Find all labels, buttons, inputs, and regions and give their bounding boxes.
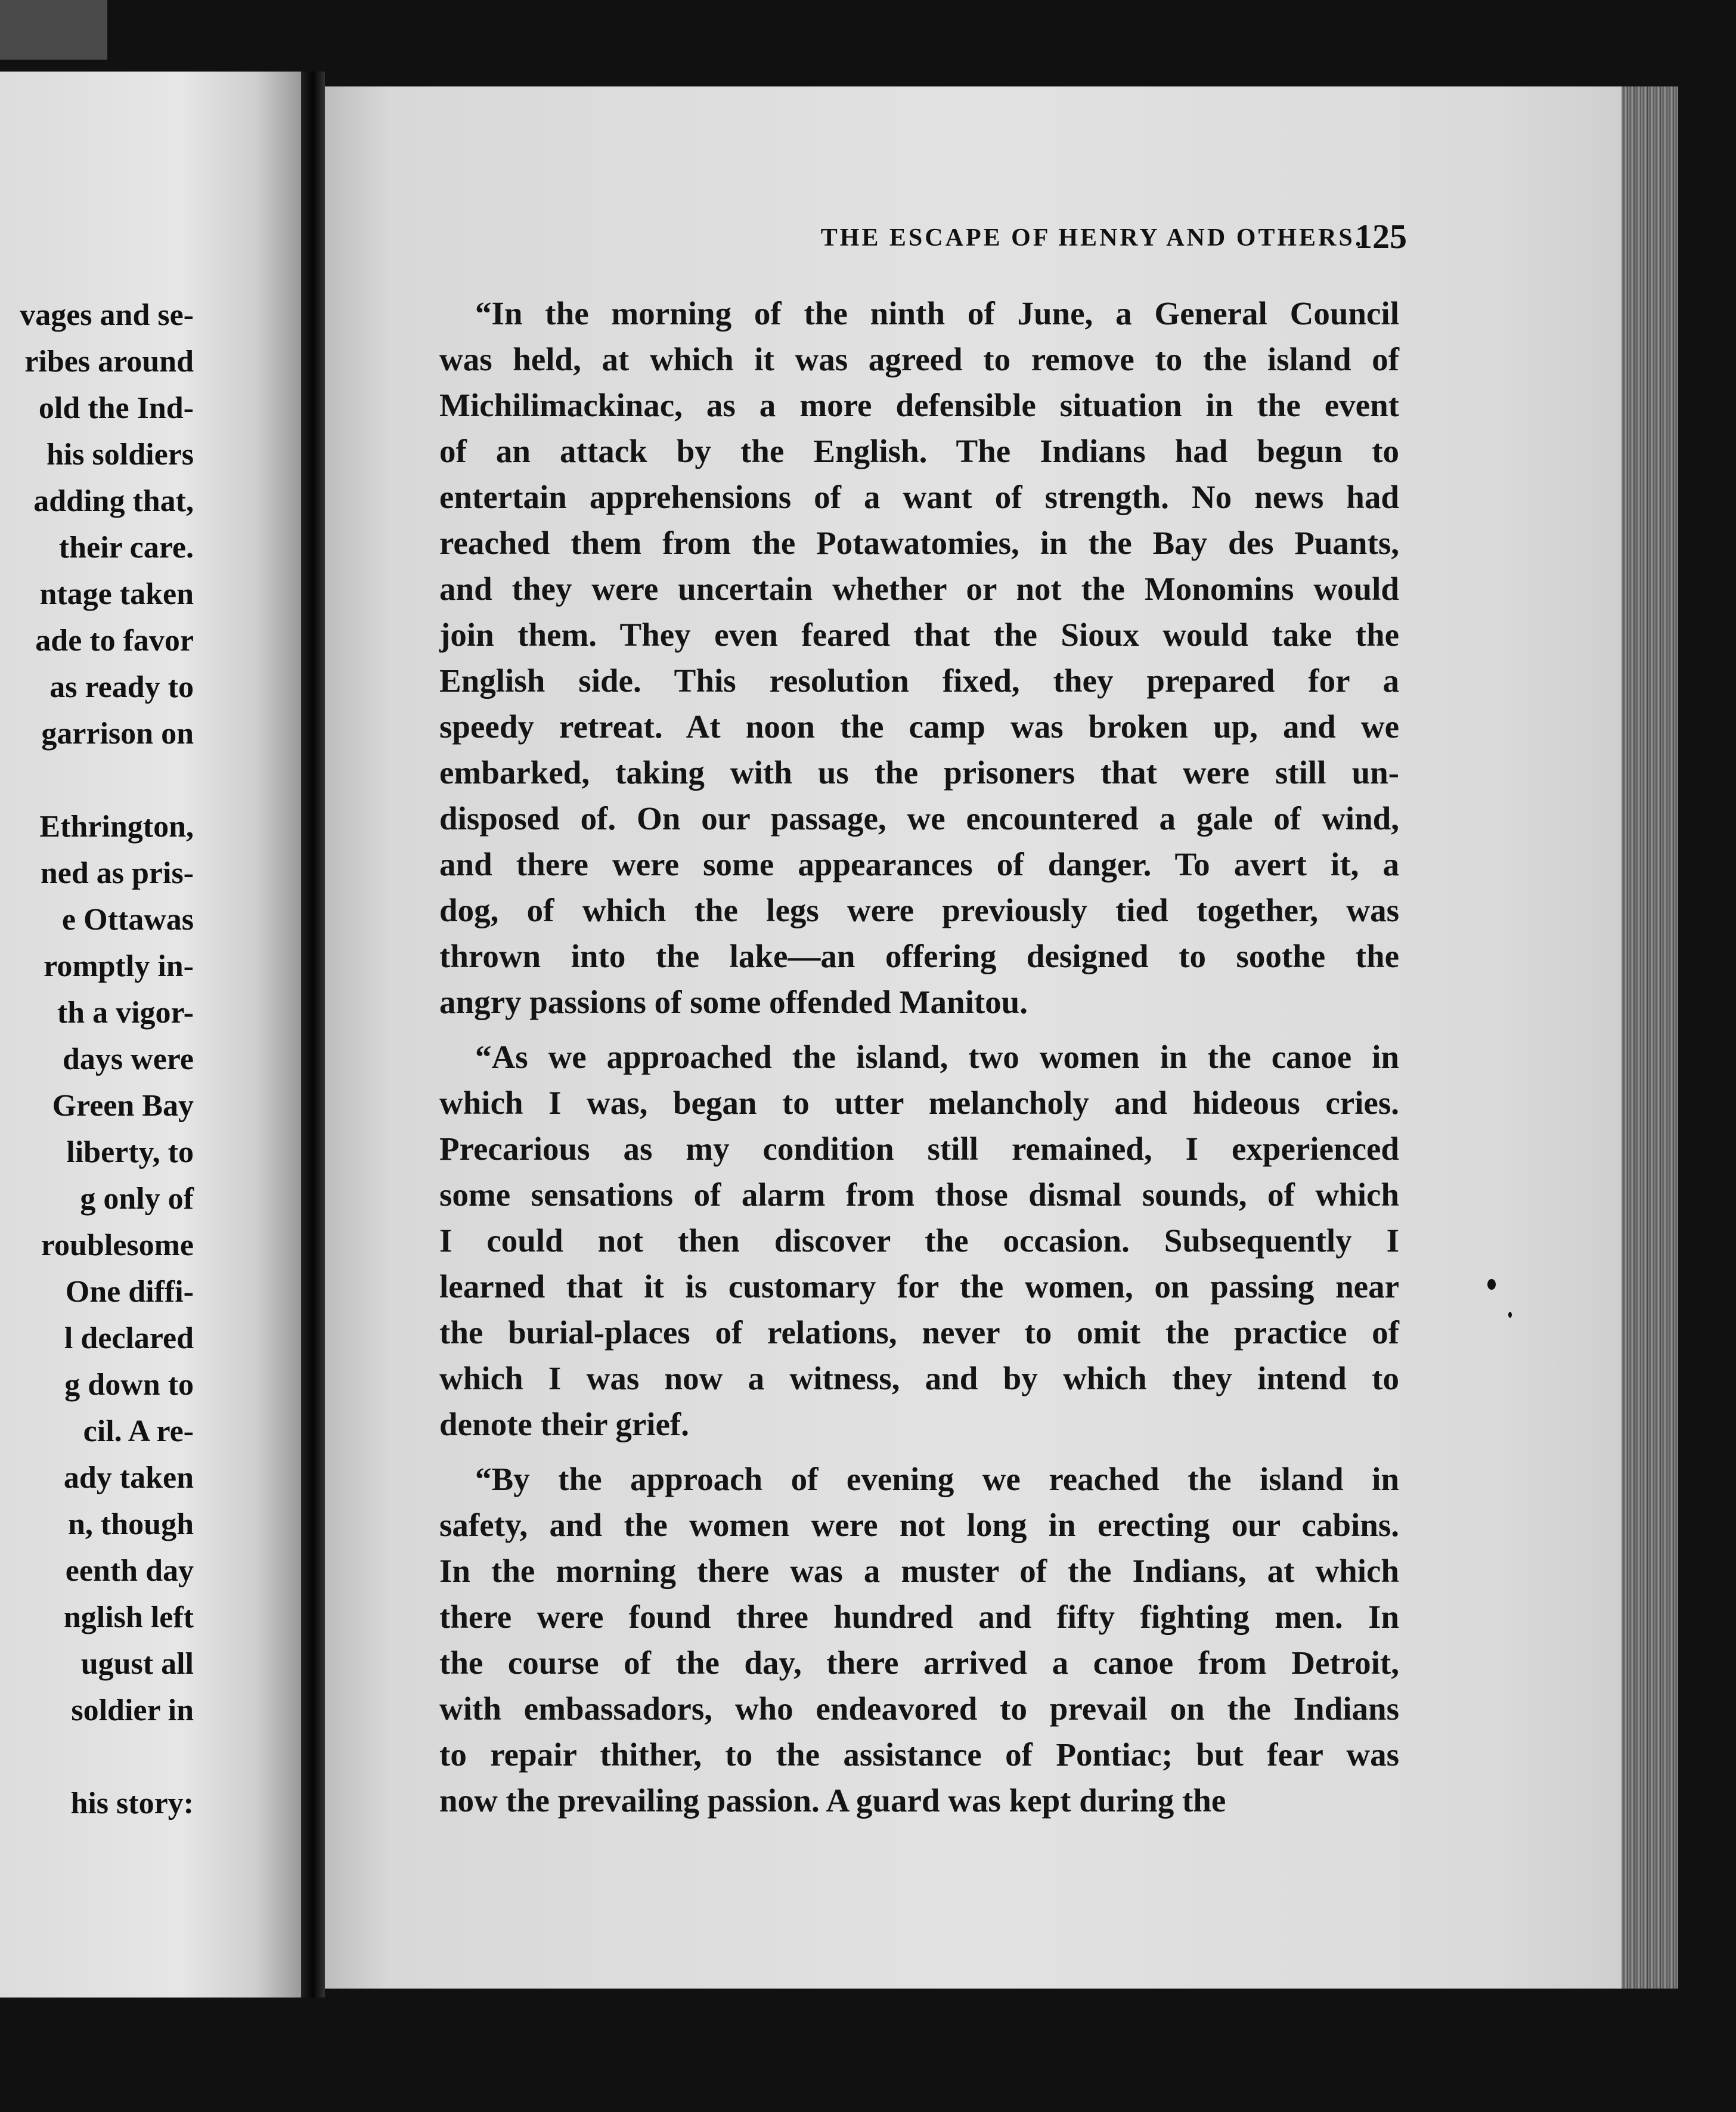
left-page-gap [0, 757, 194, 804]
text-line: and they were uncertain whether or not the Monomins would [439, 571, 1399, 607]
left-page-line: old the Ind- [38, 391, 194, 425]
text-line: In the morning there was a muster of the Indians, at which [439, 1553, 1399, 1589]
left-page-line: cil. A re- [83, 1414, 194, 1448]
paragraph-gap [439, 1447, 1399, 1456]
ink-speck [1487, 1279, 1496, 1290]
text-line: the burial-places of relations, never to omit the practice of [439, 1314, 1399, 1351]
book-gutter [301, 72, 325, 1998]
text-line: of an attack by the English. The Indians had begun to [439, 433, 1399, 469]
text-line: I could not then discover the occasion. Subsequently I [439, 1222, 1399, 1259]
film-edge-mark [0, 0, 107, 60]
paragraph [439, 1034, 1399, 1447]
left-page-line: liberty, to [66, 1135, 194, 1169]
left-page-line: romptly in- [44, 949, 194, 983]
left-page-line: One diffi- [65, 1275, 194, 1309]
left-page-line: as ready to [49, 670, 194, 704]
text-line: “By the approach of evening we reached the island in [475, 1461, 1399, 1497]
text-line: learned that it is customary for the women, on passing near [439, 1268, 1399, 1305]
left-page-line: ntage taken [39, 577, 194, 611]
left-page-line: l declared [64, 1321, 194, 1355]
text-line: speedy retreat. At noon the camp was broken up, and we [439, 708, 1399, 745]
text-line: entertain apprehensions of a want of strength. No news had [439, 479, 1399, 515]
text-line: some sensations of alarm from those dismal sounds, of which [439, 1176, 1399, 1213]
text-line: join them. They even feared that the Sioux would take the [439, 617, 1399, 653]
paragraph-gap [439, 1025, 1399, 1034]
left-page-line: ribes around [24, 345, 194, 379]
left-page-line: ady taken [63, 1461, 194, 1495]
left-page-line: ned as pris- [40, 856, 194, 890]
text-line: Michilimackinac, as a more defensible situation in the event [439, 387, 1399, 423]
page-edge-stack [1622, 86, 1678, 1989]
left-page-text [0, 292, 194, 1827]
text-line: denote their grief. [439, 1406, 689, 1442]
left-page-line: his story: [70, 1786, 194, 1820]
running-head: THE ESCAPE OF HENRY AND OTHERS. [820, 224, 1364, 252]
text-line: angry passions of some offended Manitou. [439, 984, 1028, 1020]
text-line: safety, and the women were not long in erecting our cabins. [439, 1507, 1399, 1543]
text-line: reached them from the Potawatomies, in the Bay des Puants, [439, 525, 1399, 561]
body-text [439, 290, 1399, 1823]
left-page-line: garrison on [41, 717, 194, 751]
left-page-line: ade to favor [35, 624, 194, 658]
left-page-line: roublesome [41, 1228, 194, 1262]
left-page-line: g down to [64, 1368, 194, 1402]
text-line: thrown into the lake—an offering designed to soothe the [439, 938, 1399, 974]
text-line: now the prevailing passion. A guard was kept during the [439, 1782, 1226, 1819]
left-page-line: days were [62, 1042, 194, 1076]
text-line: which I was, began to utter melancholy and hideous cries. [439, 1085, 1399, 1121]
page-number: 125 [1355, 217, 1407, 256]
left-page-line: th a vigor- [57, 996, 194, 1030]
left-page-gap [0, 1734, 194, 1780]
left-page-line: n, though [68, 1507, 194, 1541]
text-line: with embassadors, who endeavored to prevail on the Indians [439, 1690, 1399, 1727]
text-line: dog, of which the legs were previously tied together, was [439, 892, 1399, 928]
text-line: the course of the day, there arrived a canoe from Detroit, [439, 1645, 1399, 1681]
paragraph [439, 1456, 1399, 1823]
text-line: disposed of. On our passage, we encountered a gale of wind, [439, 800, 1399, 837]
left-page-line: adding that, [33, 484, 194, 518]
ink-speck [1508, 1312, 1512, 1318]
left-page-line: nglish left [63, 1600, 194, 1634]
left-page-line: g only of [80, 1182, 194, 1216]
left-page-line: vages and se- [20, 298, 194, 332]
left-facing-page [0, 72, 301, 1998]
left-page-line: soldier in [71, 1693, 194, 1727]
left-page-line: Ethrington, [39, 810, 194, 844]
text-line: which I was now a witness, and by which they intend to [439, 1360, 1399, 1396]
left-page-line: Green Bay [52, 1089, 194, 1123]
text-line: to repair thither, to the assistance of Pontiac; but fear was [439, 1736, 1399, 1773]
left-page-line: eenth day [65, 1554, 194, 1588]
paragraph [439, 290, 1399, 1025]
text-line: English side. This resolution fixed, they prepared for a [439, 662, 1399, 699]
left-page-line: their care. [58, 531, 194, 565]
left-page-line: e Ottawas [62, 903, 194, 937]
text-line: there were found three hundred and fifty fighting men. In [439, 1599, 1399, 1635]
right-page [325, 86, 1622, 1989]
left-page-line: ugust all [80, 1647, 194, 1681]
left-page-line: his soldiers [46, 438, 194, 472]
text-line: “As we approached the island, two women in the canoe in [475, 1039, 1399, 1075]
text-line: and there were some appearances of danger. To avert it, a [439, 846, 1399, 882]
text-line: was held, at which it was agreed to remove to the island of [439, 341, 1399, 377]
text-line: Precarious as my condition still remained, I experienced [439, 1131, 1399, 1167]
text-line: embarked, taking with us the prisoners that were still un- [439, 754, 1399, 791]
text-line: “In the morning of the ninth of June, a General Council [475, 295, 1399, 332]
